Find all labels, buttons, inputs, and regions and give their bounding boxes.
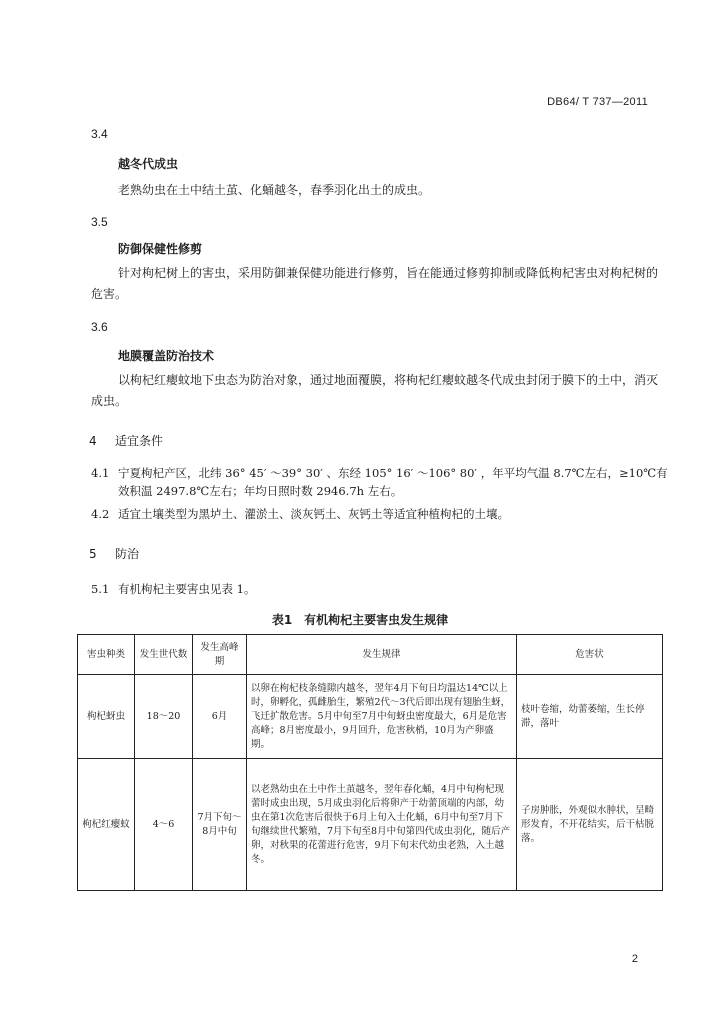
clause-number: 4.2 [91, 507, 110, 521]
damage-cell: 子房肿胀，外观似水肿状，呈畸形发育，不开花结实，后干枯脱落。 [517, 759, 663, 891]
generations-cell: 4～6 [135, 759, 193, 891]
header-cell: 危害状 [517, 635, 663, 675]
section-title: 防治 [115, 547, 140, 561]
clause-number: 3.5 [91, 215, 108, 229]
term-title: 地膜覆盖防治技术 [118, 349, 215, 363]
pest-name-cell: 枸杞蚜虫 [78, 675, 135, 759]
term-definition: 老熟幼虫在土中结土茧、化蛹越冬，春季羽化出土的成虫。 [118, 183, 431, 197]
section-number: 5 [89, 547, 97, 561]
peak-period-cell: 7月下旬～8月中旬 [193, 759, 247, 891]
pest-table [77, 634, 663, 891]
clause-number: 3.4 [91, 127, 108, 141]
section-number: 4 [89, 434, 97, 448]
document-code: DB64/ T 737—2011 [547, 96, 648, 108]
header-cell: 害虫种类 [78, 635, 135, 675]
term-definition: 针对枸杞树上的害虫，采用防御兼保健功能进行修剪，旨在能通过修剪抑制或降低枸杞害虫对枸杞树的危害。 [91, 266, 659, 301]
pest-name-cell: 枸杞红瘿蚊 [78, 759, 135, 891]
clause-number: 3.6 [91, 320, 108, 334]
term-title: 越冬代成虫 [118, 157, 179, 171]
header-cell: 发生规律 [247, 635, 517, 675]
generations-cell: 18～20 [135, 675, 193, 759]
section-heading [89, 545, 139, 562]
damage-cell: 枝叶卷缩，幼蕾萎缩，生长停滞，落叶 [517, 675, 663, 759]
table-header-row [78, 635, 663, 675]
header-cell: 发生高峰期 [193, 635, 247, 675]
clause-text: 适宜土壤类型为黑垆土、灌淤土、淡灰钙土、灰钙土等适宜种植枸杞的土壤。 [118, 507, 509, 521]
clause-text: 有机枸杞主要害虫见表 1。 [118, 582, 256, 596]
header-cell: 发生世代数 [135, 635, 193, 675]
clause-text: 宁夏枸杞产区，北纬 36° 45′ ～39° 30′ 、东经 105° 16′ ～106° 80′ ，年平均气温 8.7℃左右，≥10℃有效积温 2497.8℃左右；年均日照时数 2946.7h 左右。 [118, 466, 668, 498]
pattern-cell: 以老熟幼虫在土中作土茧越冬，翌年春化蛹，4月中旬枸杞现蕾时成虫出现，5月成虫羽化后将卵产于幼蕾顶端的内部，幼虫在第1次危害后很快于6月上旬入土化蛹，6月中旬至7月下旬继续世代繁殖，7月下旬至8月中旬第四代成虫羽化，随后产卵，对秋果的花蕾进行危害，9月下旬末代幼虫老熟，入土越冬。 [247, 759, 517, 891]
section-title: 适宜条件 [115, 434, 164, 448]
term-title: 防御保健性修剪 [118, 242, 203, 256]
table-row [78, 675, 663, 759]
page-number: 2 [631, 953, 638, 965]
peak-period-cell: 6月 [193, 675, 247, 759]
table-row [78, 759, 663, 891]
clause-number: 4.1 [91, 466, 110, 480]
pattern-cell: 以卵在枸杞枝条缝隙内越冬，翌年4月下旬日均温达14℃以上时，卵孵化，孤雌胎生，繁殖2代～3代后即出现有翅胎生蚜，飞迁扩散危害。5月中旬至7月中旬蚜虫密度最大，6月是危害高峰；8月密度最小，9月回升，危害秋梢，10月为产卵盛期。 [247, 675, 517, 759]
table-caption: 表1 有机枸杞主要害虫发生规律 [271, 613, 449, 627]
section-heading [89, 432, 163, 449]
term-definition: 以枸杞红瘿蚊地下虫态为防治对象，通过地面覆膜，将枸杞红瘿蚊越冬代成虫封闭于膜下的土中，消灭成虫。 [91, 373, 659, 408]
clause-number: 5.1 [91, 582, 110, 596]
